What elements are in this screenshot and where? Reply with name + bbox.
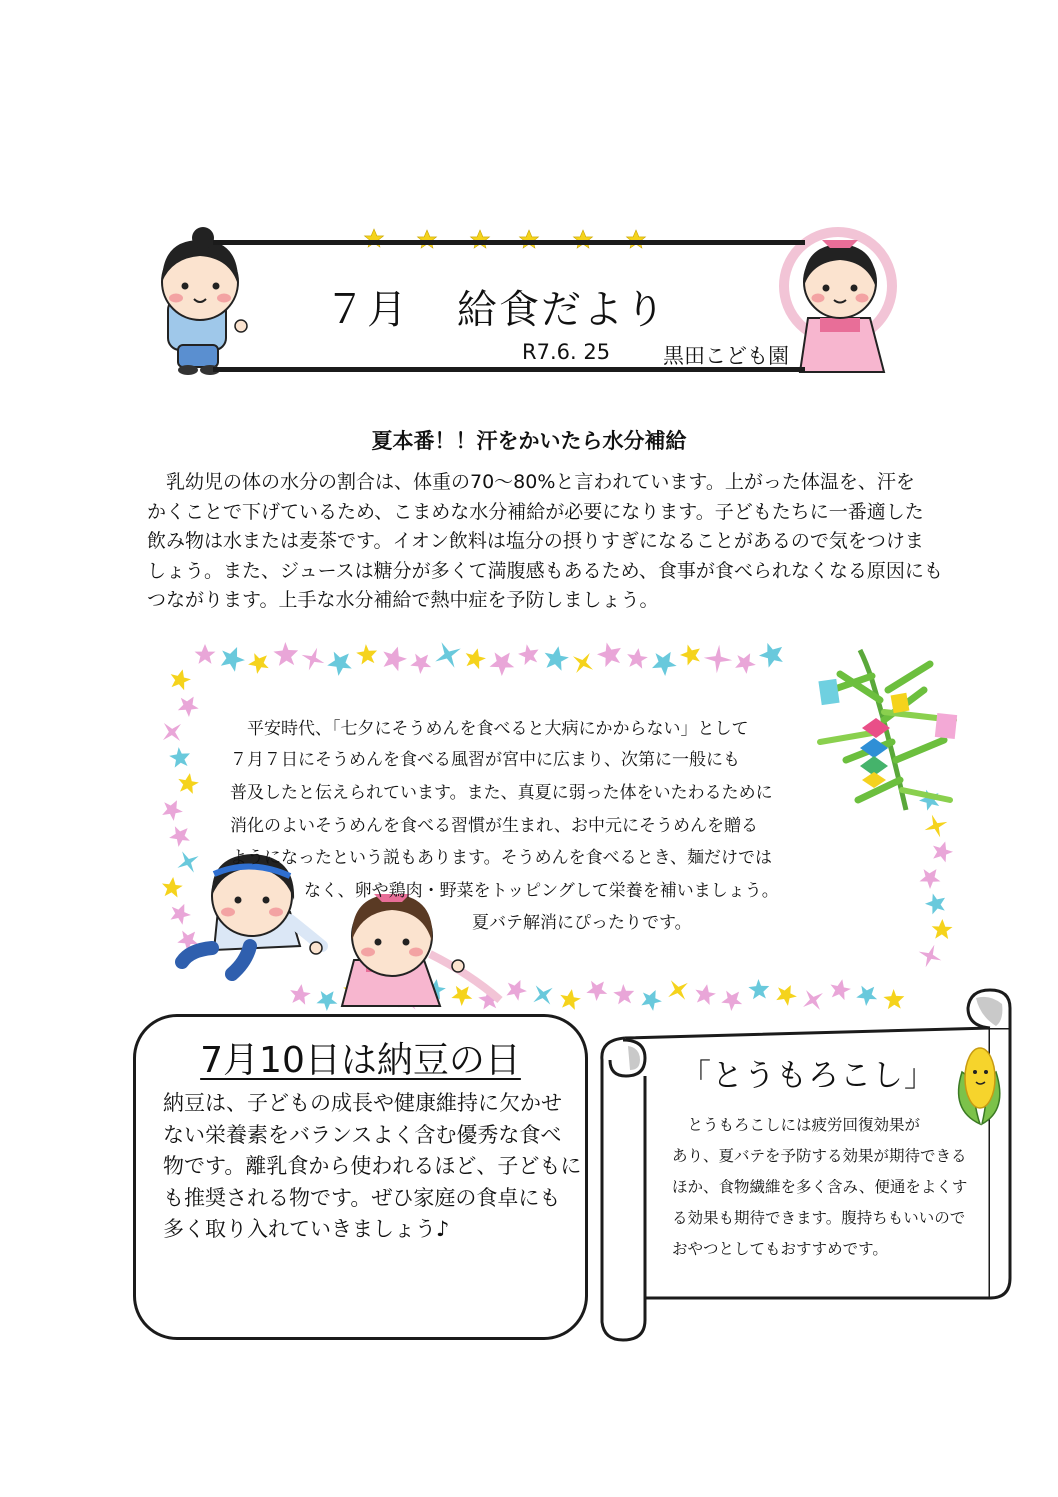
frame-star: [703, 644, 734, 675]
natto-line: 多く取り入れていきましょう♪: [163, 1217, 450, 1241]
frame-star: [448, 980, 477, 1009]
frame-star: [594, 638, 627, 672]
natto-line: ない栄養素をバランスよく含む優秀な食べ: [163, 1122, 562, 1147]
hydration-line: 飲み物は水または麦茶です。イオン飲料は塩分の摂りすぎになることがあるので気をつけま: [147, 530, 924, 552]
tanabata-line: 普及したと伝えられています。また、真夏に弱った体をいたわるために: [230, 783, 773, 803]
frame-star: [167, 900, 194, 926]
frame-star: [648, 645, 681, 678]
frame-star: [195, 644, 216, 664]
corn-title: 「とうもろこし」: [680, 1058, 936, 1094]
frame-star: [324, 645, 358, 679]
frame-star: [828, 977, 853, 1001]
natto-line: 物です。離乳食から使われるほど、子どもに: [163, 1154, 582, 1178]
frame-star: [176, 771, 200, 794]
frame-star: [463, 646, 488, 670]
frame-star: [159, 795, 187, 822]
frame-star: [217, 642, 249, 673]
frame-star: [718, 985, 747, 1014]
frame-star: [693, 982, 717, 1006]
frame-star: [288, 983, 311, 1006]
natto-day-title: 7月10日は納豆の日: [200, 1040, 521, 1081]
frame-star: [882, 986, 908, 1012]
frame-star: [583, 975, 612, 1004]
hydration-line: 乳幼児の体の水分の割合は、体重の70～80%と言われています。上がった体温を、汗を: [147, 471, 915, 493]
newsletter-title: [325, 278, 667, 335]
tanabata-line: なく、卵や鶏肉・野菜をトッピングして栄養を補いましょう。: [304, 881, 779, 901]
frame-star: [168, 667, 193, 691]
frame-star: [612, 981, 638, 1008]
frame-star: [407, 648, 436, 677]
frame-star: [853, 980, 882, 1009]
frame-star: [526, 978, 560, 1012]
frame-star: [929, 838, 955, 863]
hydration-body: [147, 468, 943, 616]
corn-line: る効果も期待できます。腹持ちもいいので: [672, 1209, 966, 1227]
school-name: 黒田こども園: [663, 344, 789, 368]
frame-star: [638, 986, 665, 1013]
natto-line: も推奨される物です。ぜひ家庭の食卓にも: [163, 1185, 561, 1210]
frame-star: [916, 863, 945, 891]
frame-star: [796, 983, 830, 1017]
corn-body: [672, 1110, 967, 1265]
natto-day-body: [163, 1088, 581, 1246]
frame-star: [773, 981, 801, 1008]
frame-star: [542, 644, 571, 672]
frame-star: [914, 940, 945, 971]
hydration-line: しょう。また、ジュースは糖分が多くて満腹感もあるため、食事が食べられなくなる原因にも: [147, 559, 943, 582]
frame-star: [558, 987, 582, 1010]
frame-star: [272, 639, 303, 670]
frame-star: [931, 919, 953, 940]
frame-star: [756, 637, 790, 671]
tanabata-line: ようになったという説もあります。そうめんを食べるとき、麺だけでは: [230, 848, 772, 868]
frame-star: [172, 846, 205, 879]
title-month: ７月: [325, 287, 409, 333]
frame-star: [732, 648, 760, 675]
frame-star: [429, 636, 467, 674]
frame-star: [155, 715, 189, 749]
tanabata-line: 夏バテ解消にぴったりです。: [472, 913, 692, 933]
frame-star: [166, 821, 195, 850]
hydration-line: つながります。上手な水分補給で熱中症を予防しましょう。: [147, 589, 659, 611]
frame-star: [174, 691, 202, 719]
frame-star: [625, 647, 648, 670]
corn-line: とうもろこしには疲労回復効果が: [672, 1116, 921, 1134]
hydration-heading: 夏本番！！汗をかいたら水分補給: [371, 429, 687, 453]
frame-star: [313, 985, 342, 1013]
natto-line: 納豆は、子どもの成長や健康維持に欠かせ: [163, 1091, 562, 1115]
frame-star: [503, 976, 530, 1003]
frame-star: [661, 973, 695, 1007]
bamboo-illustration: [818, 650, 957, 810]
frame-star: [923, 889, 951, 918]
frame-star: [355, 641, 382, 668]
frame-star: [486, 645, 520, 679]
frame-star: [566, 646, 600, 680]
frame-star: [516, 640, 544, 668]
frame-star: [297, 643, 328, 674]
tanabata-line: ７月７日にそうめんを食べる風習が宮中に広まり、次第に一般にも: [230, 750, 740, 770]
frame-star: [920, 810, 951, 841]
frame-star: [747, 976, 773, 1003]
frame-star: [245, 648, 274, 677]
frame-star: [379, 643, 410, 673]
frame-star: [161, 876, 184, 898]
corn-line: おやつとしてもおすすめです。: [672, 1240, 888, 1258]
corn-line: あり、夏バテを予防する効果が期待できる: [672, 1147, 967, 1165]
title-text: 給食だより: [457, 287, 667, 333]
frame-star: [678, 640, 706, 669]
issue-date: R7.6. 25: [522, 340, 611, 364]
tanabata-line: 平安時代、「七夕にそうめんを食べると大病にかからない」として: [230, 719, 749, 739]
corn-line: ほか、食物繊維を多く含み、便通をよくす: [672, 1178, 968, 1196]
frame-star: [168, 744, 195, 771]
hydration-line: かくことで下げているため、こまめな水分補給が必要になります。子どもたちに一番適した: [147, 500, 924, 523]
tanabata-line: 消化のよいそうめんを食べる習慣が生まれ、お中元にそうめんを贈る: [230, 816, 759, 836]
